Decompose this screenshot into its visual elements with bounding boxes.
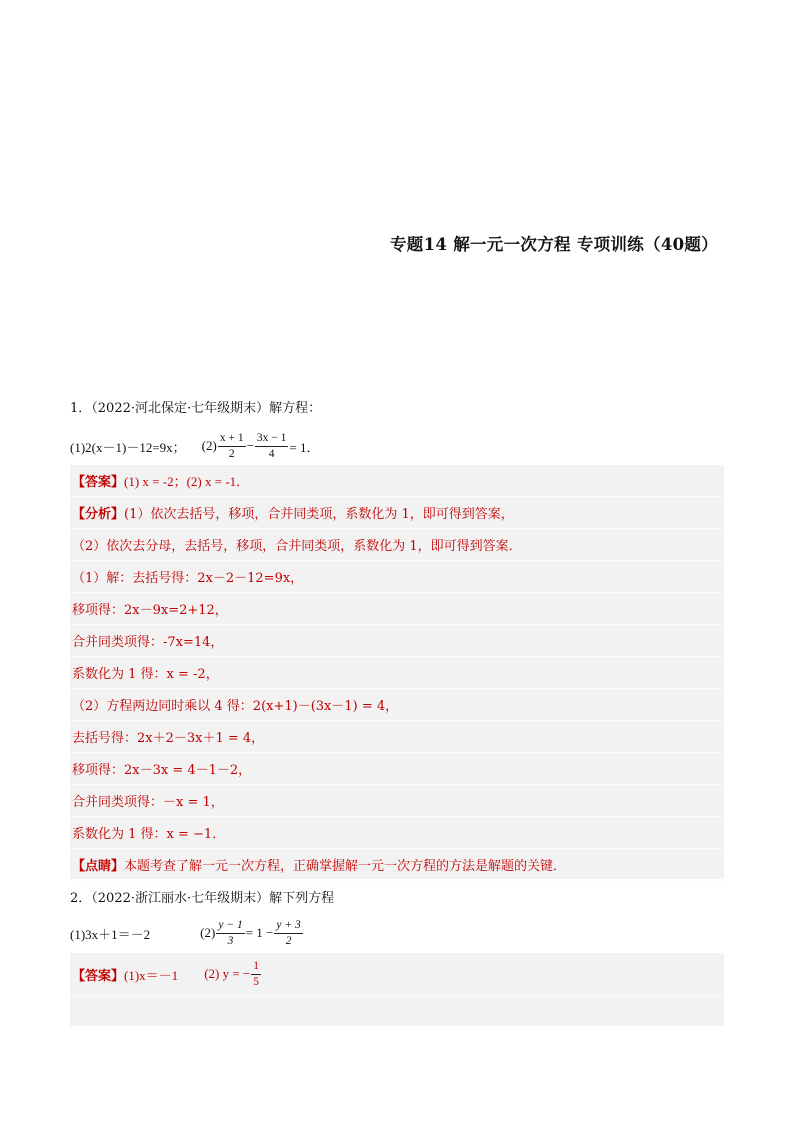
answer-block-1 [70,465,724,879]
analysis-row: （2）依次去分母，去括号，移项，合并同类项，系数化为 1，即可得到答案． [70,529,724,561]
solution-step: 合并同类项得：－x = 1， [70,785,724,817]
denominator: 2 [285,934,292,947]
comment-text: 本题考查了解一元一次方程，正确掌握解一元一次方程的方法是解题的关键． [124,859,567,874]
analysis-row [70,497,724,529]
comment-tag: 【点睛】 [72,859,125,874]
fraction [216,919,244,948]
numerator: 3x − 1 [255,432,289,447]
page-title: 专题14 解一元一次方程 专项训练（40题） [389,235,718,254]
equation-2-suffix: = 1． [289,439,320,455]
analysis-tag: 【分析】 [72,507,125,522]
numerator: y − 1 [216,919,244,934]
numerator: y + 3 [274,919,302,934]
solution-step: （2）方程两边同时乘以 4 得：2(x+1)－(3x－1) = 4， [70,689,724,721]
operator: = 1 − [245,925,274,940]
solution-step: 移项得：2x－9x=2+12， [70,593,724,625]
denominator: 3 [227,934,234,947]
answer-tag: 【答案】 [72,968,125,984]
solution-step: 系数化为 1 得：x = -2， [70,657,724,689]
question-2-header: 2．（2022·浙江丽水·七年级期末）解下列方程 [70,891,335,906]
denominator: 4 [268,447,275,460]
answer-tag: 【答案】 [72,475,125,490]
fraction [255,432,289,461]
equation-2-prefix: (2) [201,438,217,453]
comment-row [70,849,724,881]
solution-step: 合并同类项得：-7x=14， [70,625,724,657]
numerator: x + 1 [218,432,246,447]
solution-step: （1）解：去括号得：2x－2－12=9x， [70,561,724,593]
question-1-equations [70,428,320,464]
equation-1: (1)3x＋1＝－2 [70,926,151,942]
answer-row [70,953,724,996]
answer-part-1: (1)x＝－1 [124,967,179,983]
analysis-text: (1）依次去括号，移项，合并同类项，系数化为 1，即可得到答案， [124,507,514,522]
equation-1: (1)2(x－1)－12=9x； [70,439,186,455]
fraction [251,960,261,989]
fraction [274,919,302,948]
solution-step: 移项得：2x－3x = 4－1－2， [70,753,724,785]
denominator: 2 [228,447,235,460]
denominator: 5 [253,975,260,988]
operator: − [246,438,254,453]
answer-part-2: (2) y = − [204,966,251,981]
question-1-header: 1．（2022·河北保定·七年级期末）解方程： [70,401,322,416]
answer-row [70,465,724,497]
answer-block-2 [70,953,724,1026]
solution-step: 去括号得：2x＋2－3x＋1 = 4， [70,721,724,753]
equation-2-prefix: (2) [200,925,216,940]
answer-text: (1) x = -2；(2) x = -1． [124,474,250,489]
solution-step: 系数化为 1 得：x = −1． [70,817,724,849]
numerator: 1 [251,960,261,975]
fraction [218,432,246,461]
question-2-equations [70,915,304,951]
